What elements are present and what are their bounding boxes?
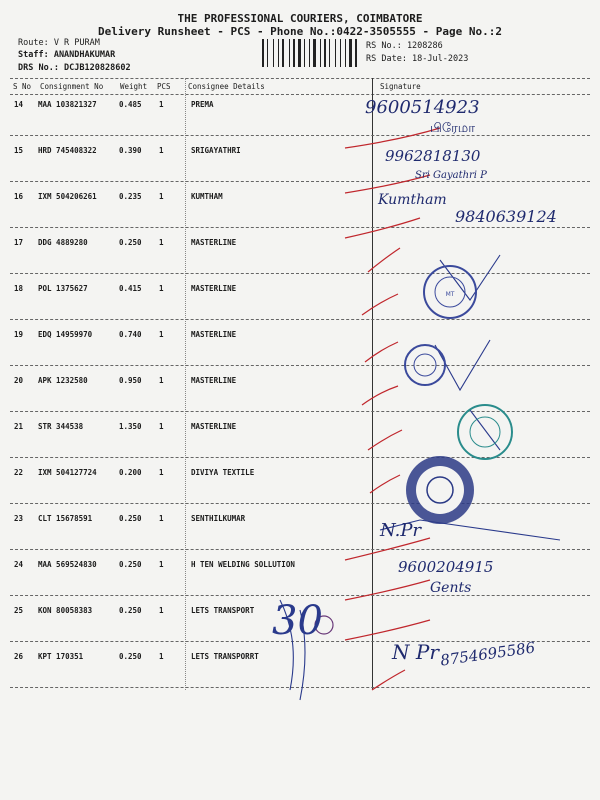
row-sno: 16 (14, 192, 24, 201)
row-consignment-no: MAA 103821327 (38, 100, 97, 109)
row-weight: 0.250 (119, 560, 142, 569)
row-sno: 20 (14, 376, 24, 385)
row-weight: 0.950 (119, 376, 142, 385)
row-weight: 0.390 (119, 146, 142, 155)
row-consignment-no: IXM 504127724 (38, 468, 97, 477)
row-weight: 1.350 (119, 422, 142, 431)
company-title: THE PROFESSIONAL COURIERS, COIMBATORE (177, 12, 423, 25)
col-header-weight: Weight (120, 82, 148, 91)
tick-mark-18 (362, 294, 398, 315)
row-consignee: H TEN WELDING SOLLUTION (191, 560, 295, 569)
row-consignee: SENTHILKUMAR (191, 514, 246, 523)
row-pcs: 1 (159, 100, 164, 109)
tick-mark-22 (370, 475, 400, 493)
row-consignment-no: HRD 745408322 (38, 146, 97, 155)
route-label: Route: V R PURAM (18, 38, 100, 48)
handwriting-name-14: பிரேமா (430, 121, 476, 136)
tick-mark-20 (362, 386, 398, 405)
row-weight: 0.250 (119, 238, 142, 247)
row-consignment-no: STR 344538 (38, 422, 84, 431)
row-consignment-no: IXM 504206261 (38, 192, 97, 201)
row-weight: 0.740 (119, 330, 142, 339)
row-consignment-no: EDQ 14959970 (38, 330, 93, 339)
row-sno: 18 (14, 284, 24, 293)
tick-mark-24 (345, 580, 430, 600)
row-pcs: 1 (159, 422, 164, 431)
stamp-row-21 (458, 405, 512, 459)
row-sno: 23 (14, 514, 24, 523)
row-pcs: 1 (159, 652, 164, 661)
handwriting-phone-26: 8754695586 (439, 638, 537, 670)
row-consignee: MASTERLINE (191, 330, 237, 339)
drs-number: DRS No.: DCJB120828602 (18, 63, 131, 73)
row-weight: 0.485 (119, 100, 142, 109)
row-sno: 24 (14, 560, 24, 569)
signature-scribble-19 (435, 340, 490, 390)
row-weight: 0.250 (119, 606, 142, 615)
row-sno: 22 (14, 468, 24, 477)
row-sno: 21 (14, 422, 24, 431)
row-consignee: LETS TRANSPORT (191, 606, 255, 615)
row-consignment-no: DDG 4889280 (38, 238, 88, 247)
row-sno: 17 (14, 238, 24, 247)
row-pcs: 1 (159, 560, 164, 569)
signature-scribble-21 (470, 410, 500, 450)
col-header-sno: S No (13, 82, 32, 91)
row-pcs: 1 (159, 468, 164, 477)
tick-mark-21 (368, 430, 402, 450)
row-consignee: DIVIYA TEXTILE (191, 468, 255, 477)
row-pcs: 1 (159, 238, 164, 247)
handwriting-name-15: Sri Gayathri P (415, 170, 487, 181)
row-pcs: 1 (159, 606, 164, 615)
row-pcs: 1 (159, 376, 164, 385)
rs-date: RS Date: 18-Jul-2023 (366, 54, 469, 64)
row-pcs: 1 (159, 192, 164, 201)
row-consignment-no: KON 80058383 (38, 606, 93, 615)
handwriting-phone-15: 9962818130 (385, 147, 481, 165)
row-sno: 14 (14, 100, 24, 109)
red-tick-marks (345, 128, 440, 690)
row-consignee: SRIGAYATHRI (191, 146, 241, 155)
row-consignment-no: APK 1232580 (38, 376, 88, 385)
handwriting-phone-14: 9600514923 (365, 97, 480, 118)
handwriting-sign-23: N.Pr (380, 520, 422, 541)
tick-mark-26 (372, 670, 405, 690)
row-consignee: MASTERLINE (191, 422, 237, 431)
handwriting-name-16: Kumtham (378, 192, 447, 208)
handwriting-sign-26: N Pr (392, 640, 439, 664)
row-consignee: KUMTHAM (191, 192, 223, 201)
row-sno: 15 (14, 146, 24, 155)
row-weight: 0.250 (119, 514, 142, 523)
tick-mark-23 (345, 538, 430, 560)
stamp-row-19 (405, 345, 445, 385)
row-consignee: MASTERLINE (191, 238, 237, 247)
row-weight: 0.415 (119, 284, 142, 293)
tick-mark-25 (345, 620, 430, 640)
row-weight: 0.200 (119, 468, 142, 477)
row-weight: 0.235 (119, 192, 142, 201)
row-consignment-no: MAA 569524830 (38, 560, 97, 569)
col-header-consignee: Consignee Details (188, 82, 265, 91)
row-pcs: 1 (159, 330, 164, 339)
tick-mark-17 (368, 248, 400, 272)
staff-label: Staff: ANANDHAKUMAR (18, 50, 116, 60)
col-header-pcs: PCS (157, 82, 171, 91)
row-pcs: 1 (159, 146, 164, 155)
handwriting-name-24: Gents (430, 580, 472, 596)
handwriting-mark-25: 30 (272, 598, 323, 644)
row-sno: 26 (14, 652, 24, 661)
rs-number: RS No.: 1208286 (366, 41, 443, 51)
row-consignee: MASTERLINE (191, 284, 237, 293)
row-sno: 25 (14, 606, 24, 615)
row-consignee: MASTERLINE (191, 376, 237, 385)
row-consignee: LETS TRANSPORRT (191, 652, 259, 661)
row-consignment-no: POL 1375627 (38, 284, 88, 293)
row-pcs: 1 (159, 514, 164, 523)
col-header-signature: Signature (380, 82, 421, 91)
row-weight: 0.250 (119, 652, 142, 661)
stamp-row-22 (406, 456, 474, 524)
row-consignee: PREMA (191, 100, 214, 109)
tick-mark-16 (345, 218, 420, 238)
row-pcs: 1 (159, 284, 164, 293)
runsheet-subtitle: Delivery Runsheet - PCS - Phone No.:0422-3505555 - Page No.:2 (98, 25, 502, 38)
col-header-consignment: Consignment No (40, 82, 104, 91)
tick-mark-19 (365, 342, 398, 362)
svg-text:MT: MT (445, 291, 455, 298)
row-consignment-no: KPT 170351 (38, 652, 84, 661)
row-sno: 19 (14, 330, 24, 339)
handwriting-phone-24: 9600204915 (398, 558, 494, 576)
row-consignment-no: CLT 15678591 (38, 514, 93, 523)
handwriting-phone-16: 9840639124 (455, 207, 557, 226)
tick-mark-14 (345, 128, 440, 148)
